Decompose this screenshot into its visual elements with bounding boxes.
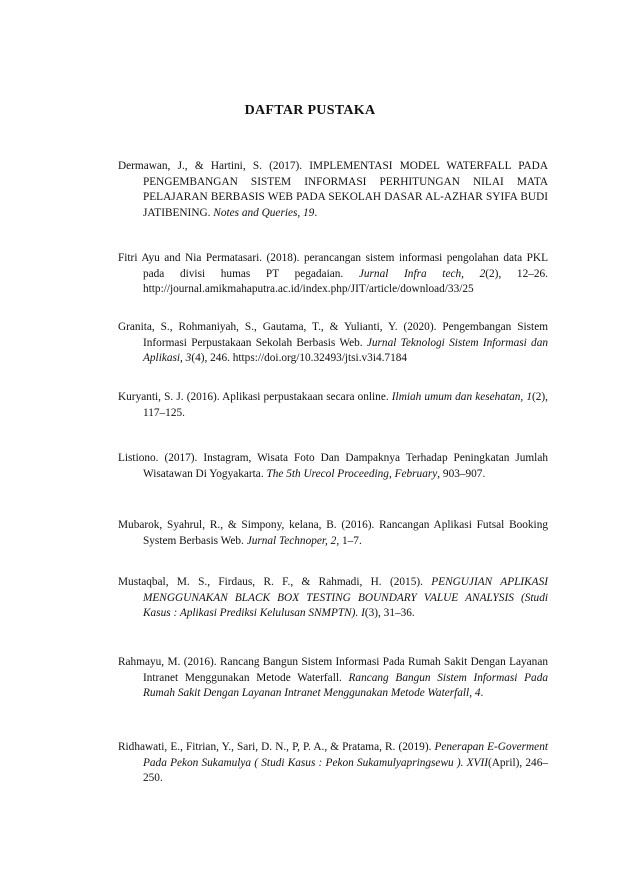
reference-detail: (4), 246. https://doi.org/10.32493/jtsi.v3i4.7184 [191, 352, 408, 365]
reference-source: Jurnal Infra tech, 2 [358, 267, 486, 280]
reference-entry [118, 655, 548, 702]
reference-source: Jurnal Technoper, 2 [246, 534, 337, 547]
reference-source: The 5th Urecol Proceeding, February [266, 467, 438, 480]
reference-text: Granita, S., Rohmaniyah, S., Gautama, T., & Yulianti, Y. (2020). Pengembangan Sistem Informasi Perpustakaan Sekolah Berbasis Web. [118, 321, 548, 349]
reference-entry [118, 740, 548, 787]
page-title: DAFTAR PUSTAKA [244, 103, 376, 118]
reference-entry [118, 251, 548, 298]
reference-source: Rancang Bangun Sistem Informasi Pada Rumah Sakit Dengan Layanan Intranet Menggunakan Metode Waterfall, 4 [143, 671, 549, 700]
reference-detail: . [480, 687, 484, 700]
reference-text: Ridhawati, E., Fitrian, Y., Sari, D. N., P, P. A., & Pratama, R. (2019). [118, 741, 435, 753]
reference-text: Listiono. (2017). Instagram, Wisata Foto Dan Dampaknya Terhadap Peningkatan Jumlah Wisatawan Di Yogyakarta. [118, 452, 548, 480]
reference-detail: (3), 31–36. [364, 607, 415, 620]
reference-source: Notes and Queries, 19 [213, 206, 315, 219]
reference-entry [118, 159, 548, 221]
reference-text: Kuryanti, S. J. (2016). Aplikasi perpustakaan secara online. [118, 391, 392, 403]
reference-detail: . [314, 206, 318, 219]
reference-source: PENGUJIAN APLIKASI MENGGUNAKAN BLACK BOX TESTING BOUNDARY VALUE ANALYSIS (Studi Kasus : Aplikasi Prediksi Kelulusan SNMPTN). I [143, 576, 548, 620]
reference-text: Mubarok, Syahrul, R., & Simpony, kelana, B. (2016). Rancangan Aplikasi Futsal Booking System Berbasis Web. [118, 519, 548, 547]
reference-detail: (2), 12–26. http://journal.amikmahaputra.ac.id/index.php/JIT/article/download/33/25 [143, 267, 548, 296]
reference-text: Rahmayu, M. (2016). Rancang Bangun Sistem Informasi Pada Rumah Sakit Dengan Layanan Intranet Menggunakan Metode Waterfall. [118, 656, 548, 684]
reference-entry [118, 390, 548, 421]
reference-source: Penerapan E-Goverment Pada Pekon Sukamulya ( Studi Kasus : Pekon Sukamulyapringsewu ). XVII [143, 741, 548, 769]
reference-text: Mustaqbal, M. S., Firdaus, R. F., & Rahmadi, H. (2015). [118, 576, 432, 588]
reference-detail: (2), 117–125. [143, 391, 548, 419]
reference-source: Jurnal Teknologi Sistem Informasi dan Aplikasi, 3 [143, 336, 548, 365]
reference-detail: (April), 246–250. [143, 756, 548, 785]
reference-text: Fitri Ayu and Nia Permatasari. (2018). perancangan sistem informasi pengolahan data PKL pada divisi humas PT pegadaian. [118, 252, 548, 280]
reference-source: Ilmiah umum dan kesehatan, 1 [391, 391, 532, 403]
reference-detail: , 1–7. [336, 534, 362, 547]
reference-entry [118, 518, 548, 549]
reference-entry [118, 575, 548, 622]
reference-entry [118, 320, 548, 367]
reference-text: Dermawan, J., & Hartini, S. (2017). IMPLEMENTASI MODEL WATERFALL PADA PENGEMBANGAN SISTEM INFORMASI PERHITUNGAN NILAI MATA PELAJARAN BERBASIS WEB PADA SEKOLAH DASAR AL-AZHAR SYIFA BUDI JATIBENING. [118, 160, 548, 219]
reference-entry [118, 451, 548, 482]
reference-detail: , 903–907. [437, 467, 486, 480]
